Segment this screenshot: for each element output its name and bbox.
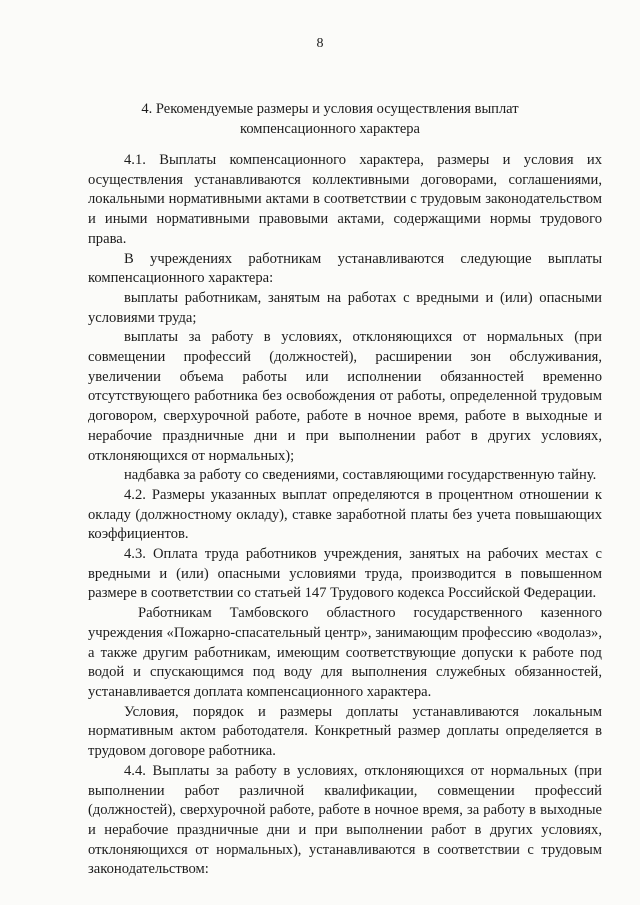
- section-heading: [80, 99, 580, 139]
- paragraph-4-4: 4.4. Выплаты за работу в условиях, отклоняющихся от нормальных (при выполнении работ различной квалификации, совмещении профессий (должностей), сверхурочной работе, работе в ночное время, за работу в выходные и нерабочие праздничные дни и при выполнении работ в других условиях, отклоняющихся от нормальных), устанавливаются в соответствии с трудовым законодательством:: [88, 762, 602, 878]
- list-item-hazardous-work: выплаты работникам, занятым на работах с вредными и (или) опасными условиями труда;: [88, 289, 602, 326]
- paragraph-4-3: 4.3. Оплата труда работников учреждения, занятых на рабочих местах с вредными и (или) опасными условиями труда, производится в повышенном размере в соответствии со статьей 147 Трудового кодекса Российской Федерации.: [88, 546, 602, 602]
- paragraph-4-1: 4.1. Выплаты компенсационного характера, размеры и условия их осуществления устанавливаются коллективными договорами, соглашениями, локальными нормативными актами в соответствии с трудовым законодательством и иными нормативными правовыми актами, содержащими нормы трудового права.: [88, 152, 602, 247]
- heading-line-2: компенсационного характера: [240, 121, 420, 137]
- list-item-state-secret: надбавка за работу со сведениями, составляющими государственную тайну.: [124, 467, 597, 484]
- paragraph-payments-intro: В учреждениях работникам устанавливаются следующие выплаты компенсационного характера:: [88, 250, 602, 287]
- document-body: [88, 151, 602, 880]
- page-number: 8: [316, 36, 324, 51]
- paragraph-divers: Работникам Тамбовского областного государственного казенного учреждения «Пожарно-спасательный центр», занимающим профессию «водолаз», а также другим работникам, имеющим соответствующие допуски к работе под водой и спускающимся под воду для выполнения служебных обязанностей, устанавливается доплата компенсационного характера.: [88, 605, 602, 700]
- paragraph-4-2: 4.2. Размеры указанных выплат определяются в процентном отношении к окладу (должностному окладу), ставке заработной платы без учета повышающих коэффициентов.: [88, 486, 602, 543]
- list-item-abnormal-conditions: выплаты за работу в условиях, отклоняющихся от нормальных (при совмещении профессий (должностей), расширении зон обслуживания, увеличении объема работы или исполнении обязанностей временно отсутствующего работника без освобождения от работы, определенной трудовым договором, сверхурочной работе, работе в ночное время, работе в выходные и нерабочие праздничные дни и при выполнении работ в других условиях, отклоняющихся от нормальных);: [88, 329, 602, 464]
- paragraph-conditions: Условия, порядок и размеры доплаты устанавливаются локальным нормативным актом работодателя. Конкретный размер доплаты определяется в трудовом договоре работника.: [88, 703, 602, 760]
- heading-line-1: 4. Рекомендуемые размеры и условия осуществления выплат: [141, 101, 519, 117]
